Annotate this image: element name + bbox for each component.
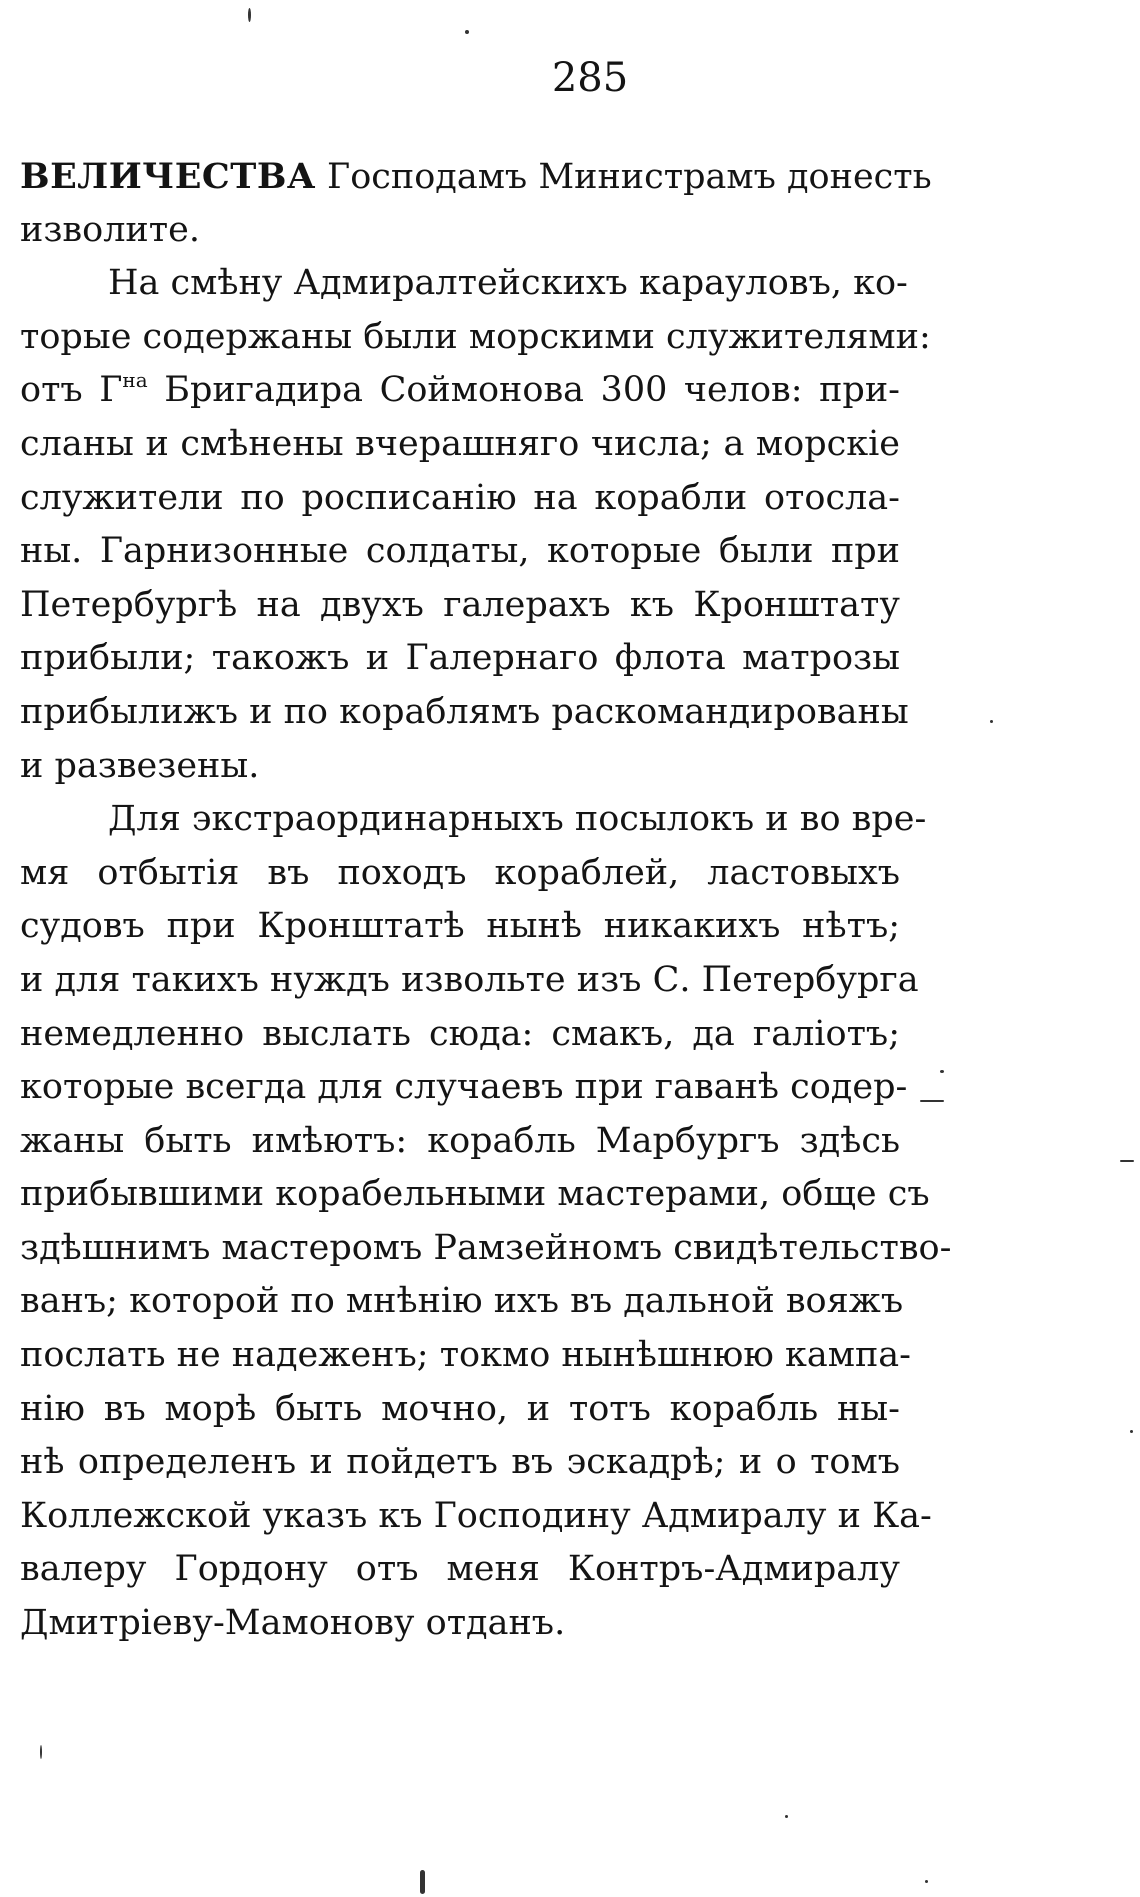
text-line: валеру Гордону отъ меня Контръ-Адмиралу (20, 1549, 900, 1590)
text-line: здѣшнимъ мастеромъ Рамзейномъ свидѣтельство- (20, 1227, 952, 1268)
text-line: служители по росписанію на корабли отосла- (20, 477, 900, 518)
text-line: ны. Гарнизонные солдаты, которые были при (20, 531, 900, 572)
text-line: нію въ морѣ быть мочно, и тотъ корабль ны- (20, 1388, 900, 1429)
text-line: ванъ; которой по мнѣнію ихъ въ дальной вояжъ (20, 1281, 904, 1322)
page-number: 285 (551, 55, 629, 101)
text-line: и для такихъ нуждъ извольте изъ С. Петербурга (20, 959, 919, 1000)
text-line: прибылижъ и по кораблямъ раскомандированы (20, 691, 909, 732)
scan-speck (785, 1815, 788, 1818)
text-line (20, 364, 900, 418)
bold-word: ВЕЛИЧЕСТВА (20, 156, 316, 197)
superscript: на (122, 368, 148, 393)
text-line: изволите. (20, 209, 200, 250)
scan-speck (940, 1070, 944, 1073)
text-line: Дмитріеву-Мамонову отданъ. (20, 1603, 566, 1644)
text-line: и развезены. (20, 745, 260, 786)
text-line: мя отбытія въ походъ кораблей, ластовыхъ (20, 852, 900, 893)
text-line: прибывшими корабельными мастерами, обще съ (20, 1174, 930, 1215)
scan-speck (925, 1880, 928, 1883)
body-text (20, 150, 952, 1651)
text-line: жаны быть имѣютъ: корабль Марбургъ здѣсь (20, 1120, 900, 1161)
text-line: Петербургѣ на двухъ галерахъ къ Кронштату (20, 584, 900, 625)
text-line: Для экстраординарныхъ посылокъ и во вре- (108, 799, 927, 840)
text-line: нѣ определенъ и пойдетъ въ эскадрѣ; и о томъ (20, 1442, 900, 1483)
text-line: Коллежской указъ къ Господину Адмиралу и Ка- (20, 1495, 932, 1536)
line-prefix: отъ Г (20, 370, 123, 411)
line-text: Господамъ Министрамъ донесть (315, 157, 932, 197)
scan-speck (920, 1100, 944, 1102)
text-line: На смѣну Адмиралтейскихъ карауловъ, ко- (108, 263, 908, 304)
text-line: торые содержаны были морскими служителями: (20, 316, 931, 357)
scan-speck (1130, 1430, 1133, 1433)
text-line: послать не надеженъ; токмо нынѣшнюю кампа- (20, 1335, 911, 1376)
scan-speck (420, 1870, 425, 1894)
text-line: прибыли; такожъ и Галернаго флота матрозы (20, 638, 900, 679)
scan-speck (990, 720, 993, 723)
text-line (20, 150, 932, 204)
text-line: судовъ при Кронштатѣ нынѣ никакихъ нѣтъ; (20, 906, 900, 947)
scan-speck (40, 1745, 42, 1759)
scan-speck (248, 8, 251, 22)
scan-speck (465, 30, 469, 34)
line-text: Бригадира Соймонова 300 челов: при- (147, 370, 900, 411)
text-line: которые всегда для случаевъ при гаванѣ содер- (20, 1067, 908, 1108)
text-line: сланы и смѣнены вчерашняго числа; а морскіе (20, 423, 900, 464)
scan-speck (1120, 1160, 1134, 1162)
text-line: немедленно выслать сюда: смакъ, да галіотъ; (20, 1013, 900, 1054)
